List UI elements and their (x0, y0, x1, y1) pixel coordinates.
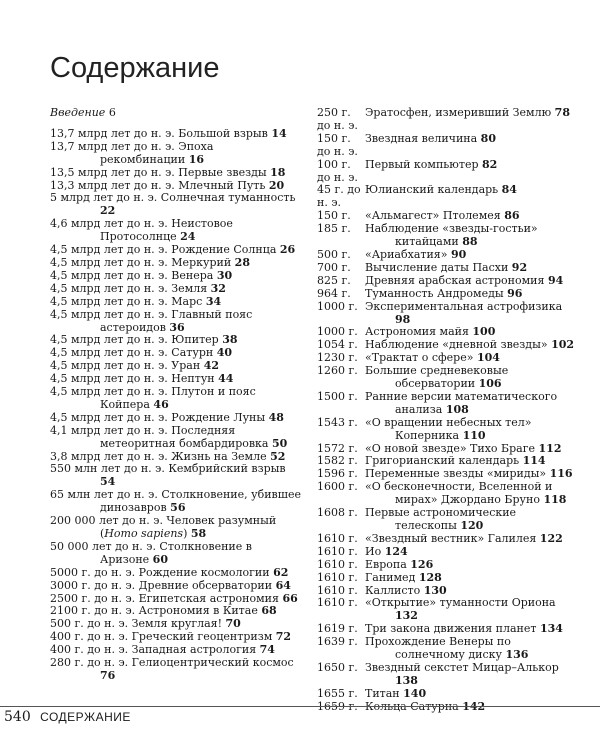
toc-entry-title: Переменные звезды «мириды» (365, 467, 547, 481)
toc-entry-title: 4,5 млрд лет до н. э. Земля (50, 281, 208, 295)
toc-entry (317, 391, 579, 417)
toc-entry-page: 34 (205, 294, 222, 308)
toc-entry-title: Европа (365, 557, 407, 571)
toc-entry-page: 52 (270, 449, 286, 463)
toc-entry-page: 112 (538, 441, 562, 455)
toc-entry-title: 13,5 млрд лет до н. э. Первые звезды (50, 165, 267, 179)
toc-entry-date: 150 г. (317, 209, 351, 223)
toc-entry-title: 65 млн лет до н. э. Столкновение, убившее динозавров (50, 488, 301, 515)
toc-entry-page: 76 (100, 668, 116, 682)
toc-entry-body (365, 507, 579, 533)
toc-entry-page: 140 (403, 686, 427, 700)
toc-entry (317, 636, 579, 662)
toc-entry (317, 662, 579, 688)
toc-left-column (50, 107, 302, 683)
toc-entry-page: 50 (272, 436, 288, 450)
toc-entry-date: 1659 г. (317, 699, 358, 713)
toc-entry-title: «О бесконечности, Вселенной и мирах» Джордано Бруно (365, 480, 553, 507)
toc-entry-title: 13,7 млрд лет до н. э. Эпоха рекомбинации (50, 139, 214, 166)
toc-entry-body (365, 223, 579, 249)
toc-entry-title: 13,7 млрд лет до н. э. Большой взрыв (50, 126, 268, 140)
toc-entry-title: 4,5 млрд лет до н. э. Юпитер (50, 333, 219, 347)
toc-entry-title: 4,5 млрд лет до н. э. Сатурн (50, 346, 214, 360)
toc-entry-title: «Альмагест» Птолемея (365, 209, 501, 223)
toc-entry-title: 3000 г. до н. э. Древние обсерватории (50, 578, 273, 592)
toc-entry-page: 100 (472, 325, 496, 339)
toc-entry-title: Прохождение Венеры по солнечному диску (365, 635, 511, 662)
toc-entry-title: 400 г. до н. э. Греческий геоцентризм (50, 630, 273, 644)
toc-entry-page: 40 (216, 346, 233, 360)
toc-entry-page: 26 (279, 243, 296, 257)
toc-entry-title: 4,5 млрд лет до н. э. Главный пояс астероидов (50, 307, 253, 334)
toc-entry-page: 66 (282, 591, 298, 605)
toc-entry-title: 400 г. до н. э. Западная астрология (50, 643, 257, 657)
running-footer: СОДЕРЖАНИЕ (40, 710, 131, 724)
toc-entry-title: Григорианский календарь (365, 454, 520, 468)
toc-entry-title: 550 млн лет до н. э. Кембрийский взрыв (50, 462, 286, 476)
toc-entry-date: 185 г. (317, 222, 351, 236)
toc-entry-title: 13,3 млрд лет до н. э. Млечный Путь (50, 178, 266, 192)
toc-entry-date: 1000 г. (317, 299, 358, 313)
toc-entry-body (365, 481, 579, 507)
toc-entry-page: 68 (261, 604, 277, 618)
toc-entry-page: 44 (218, 372, 234, 386)
toc-entry-page: 132 (395, 609, 418, 623)
toc-entry-title: 4,5 млрд лет до н. э. Рождение Луны (50, 410, 266, 424)
page-title: Содержание (50, 52, 220, 84)
toc-entry-page: 98 (395, 312, 411, 326)
toc-entry-page: 46 (153, 397, 169, 411)
toc-entry-title: Большие средневековые обсерватории (365, 364, 509, 391)
toc-entry-date: 250 г. до н. э. (317, 106, 358, 132)
toc-entry-date: 1610 г. (317, 557, 358, 571)
toc-entry-page: 88 (462, 235, 478, 249)
toc-entry-date: 1610 г. (317, 583, 358, 597)
toc-entry-title: Первые астрономические телескопы (365, 506, 517, 532)
toc-entry-page: 58 (190, 527, 207, 540)
toc-entry-body (365, 417, 579, 443)
toc-entry-title: Титан (365, 686, 400, 700)
toc-entry-title: Введение (50, 106, 106, 119)
toc-entry-title: «Звездный вестник» Галилея (365, 531, 537, 545)
toc-entry-date: 1543 г. (317, 415, 358, 429)
toc-entry-date: 1572 г. (317, 441, 358, 455)
toc-entry-title: «О новой звезде» Тихо Браге (365, 441, 536, 455)
toc-entry-page: 122 (539, 531, 563, 545)
toc-entry-date: 1610 г. (317, 544, 358, 558)
toc-entry-date: 1650 г. (317, 660, 358, 674)
toc-entry-page: 16 (188, 152, 204, 166)
toc-entry-page: 70 (225, 617, 241, 631)
toc-entry-body (365, 636, 579, 662)
toc-entry-page: 36 (169, 320, 185, 334)
toc-entry-page: 80 (480, 131, 496, 145)
toc-entry (50, 425, 302, 451)
toc-entry (50, 463, 302, 489)
toc-entry-title: Звездный секстет Мицар–Алькор (365, 660, 559, 674)
toc-entry-title: 2100 г. до н. э. Астрономия в Китае (50, 604, 258, 618)
toc-entry-body (365, 107, 579, 133)
toc-entry-body (365, 701, 579, 714)
toc-entry-date: 1600 г. (317, 480, 358, 494)
toc-entry-page: 38 (222, 333, 238, 347)
toc-entry (317, 107, 579, 133)
toc-entry-title: «О вращении небесных тел» Коперника (365, 415, 532, 442)
toc-entry-page: 142 (462, 699, 486, 713)
toc-entry-title: Астрономия майя (365, 325, 469, 339)
toc-entry-body (365, 184, 579, 210)
toc-entry-title: 280 г. до н. э. Гелиоцентрический космос (50, 656, 294, 670)
toc-entry-page: 94 (547, 273, 564, 287)
toc-entry-title: 4,5 млрд лет до н. э. Уран (50, 359, 201, 373)
footer-rule (0, 706, 600, 707)
toc-entry (50, 489, 302, 515)
toc-entry-page: 74 (259, 643, 275, 657)
toc-entry (50, 218, 302, 244)
toc-entry-body (365, 391, 579, 417)
toc-entry-date: 964 г. (317, 286, 351, 300)
toc-entry-page: 86 (504, 209, 520, 223)
toc-entry-page: 104 (476, 351, 500, 365)
toc-entry-page: 20 (268, 178, 285, 192)
toc-entry-date: 825 г. (317, 273, 351, 287)
toc-entry-title: Наблюдение «дневной звезды» (365, 338, 548, 352)
toc-entry (317, 417, 579, 443)
toc-entry-title: Экспериментальная астрофизика (365, 299, 563, 313)
toc-entry-date: 1000 г. (317, 325, 358, 339)
toc-entry-page: 110 (462, 428, 486, 442)
toc-entry-page: 64 (275, 578, 291, 592)
toc-entry-page: 78 (554, 106, 570, 119)
toc-entry-title: 50 000 лет до н. э. Столкновение в Аризоне (50, 539, 252, 566)
toc-entry-page: 130 (423, 583, 447, 597)
toc-entry-page: 84 (501, 183, 517, 197)
toc-entry-page: 62 (273, 565, 289, 579)
toc-entry (50, 141, 302, 167)
toc-entry (50, 515, 302, 541)
toc-entry-body (365, 133, 579, 159)
toc-entry-title: Ранние версии математического анализа (365, 389, 558, 416)
toc-entry-title: Ганимед (365, 570, 416, 584)
toc-entry-page: 18 (270, 165, 286, 179)
toc-entry-title: Кольца Сатурна (365, 699, 459, 713)
toc-entry-page: 134 (539, 622, 563, 636)
toc-entry-page: 116 (549, 467, 573, 481)
toc-entry-page: 72 (275, 630, 292, 644)
toc-entry-date: 100 г. до н. э. (317, 157, 358, 184)
toc-entry-page: 124 (384, 544, 408, 558)
toc-entry-page: 120 (460, 519, 484, 532)
toc-entry (317, 559, 579, 572)
toc-entry (317, 533, 579, 546)
toc-entry-page: 60 (152, 552, 168, 566)
toc-intro-entry (50, 107, 302, 120)
toc-entry-date: 1260 г. (317, 364, 358, 378)
toc-entry-title: 5 млрд лет до н. э. Солнечная туманность (50, 191, 296, 205)
toc-entry-title: 4,5 млрд лет до н. э. Плутон и пояс Койпера (50, 385, 256, 411)
toc-entry-date: 1582 г. (317, 454, 358, 468)
toc-entry-title: 3,8 млрд лет до н. э. Жизнь на Земле (50, 449, 267, 463)
toc-entry (317, 546, 579, 559)
toc-entry-date: 1610 г. (317, 570, 358, 584)
toc-entry-title: 4,6 млрд лет до н. э. Неистовое Протосолнце (50, 217, 233, 244)
toc-entry-page: 32 (210, 281, 226, 295)
toc-entry-page: 30 (216, 268, 233, 282)
toc-entry-date: 700 г. (317, 260, 351, 274)
toc-entry (317, 133, 579, 159)
toc-entry-title: «Открытие» туманности Ориона (365, 596, 556, 610)
toc-entry-page: 48 (268, 410, 284, 424)
latin-term: Homo sapiens (104, 527, 184, 540)
toc-entry (317, 301, 579, 327)
toc-entry (50, 541, 302, 567)
toc-entry-title: Звездная величина (365, 131, 478, 145)
toc-entry-date: 45 г. до н. э. (317, 183, 361, 210)
toc-entry-page: 28 (234, 255, 250, 269)
toc-entry-page: 114 (522, 454, 546, 468)
toc-entry-body (365, 365, 579, 391)
toc-entry-page: 6 (108, 106, 116, 119)
toc-entry-date: 1230 г. (317, 351, 358, 365)
toc-entry-title: Ио (365, 544, 382, 558)
toc-entry-title: 4,5 млрд лет до н. э. Венера (50, 268, 214, 282)
toc-entry-date: 1054 г. (317, 338, 358, 352)
toc-entry-date: 1500 г. (317, 389, 358, 403)
toc-entry (317, 507, 579, 533)
toc-entry-page: 92 (511, 260, 528, 274)
toc-entry-body (365, 159, 579, 185)
toc-entry-title: Вычисление даты Пасхи (365, 260, 509, 274)
toc-entry-page: 82 (482, 157, 498, 171)
toc-entry-page: 14 (271, 126, 287, 140)
toc-entry-title: Древняя арабская астрономия (365, 273, 545, 287)
toc-entry-title: Первый компьютер (365, 157, 479, 171)
toc-entry (50, 386, 302, 412)
toc-entry-page: 118 (543, 493, 567, 507)
toc-entry-page: 96 (507, 286, 523, 300)
toc-entry-date: 1639 г. (317, 635, 358, 649)
toc-entry-body (365, 597, 579, 623)
toc-entry-body (365, 662, 579, 688)
toc-entry-title: 4,5 млрд лет до н. э. Нептун (50, 372, 215, 386)
toc-entry (317, 184, 579, 210)
toc-entry-title: Каллисто (365, 583, 421, 597)
toc-entry-page: 22 (100, 204, 116, 218)
toc-entry-page: 54 (100, 475, 116, 489)
toc-entry-date: 1596 г. (317, 467, 358, 481)
toc-entry-date: 500 г. (317, 247, 351, 261)
page-footer (4, 709, 131, 725)
toc-entry-date: 150 г. до н. э. (317, 131, 358, 158)
toc-entry-title: 4,5 млрд лет до н. э. Марс (50, 294, 203, 308)
toc-entry (317, 597, 579, 623)
toc-entry-page: 126 (410, 557, 434, 571)
toc-entry-date: 1619 г. (317, 622, 358, 636)
toc-entry (317, 159, 579, 185)
toc-entry-title: 200 000 лет до н. э. Человек разумный (Homo sapiens) (50, 514, 277, 540)
toc-entry-body (365, 301, 579, 327)
toc-right-column (317, 107, 579, 714)
toc-entry-title: «Ариабхатия» (365, 247, 448, 261)
toc-entry-date: 1608 г. (317, 506, 358, 520)
toc-entry-title: Наблюдение «звезды-гостьи» китайцами (365, 222, 538, 249)
toc-entry (50, 309, 302, 335)
toc-entry-page: 136 (505, 648, 529, 662)
toc-entry-title: Юлианский календарь (365, 183, 499, 197)
toc-entry-title: 4,1 млрд лет до н. э. Последняя метеоритная бомбардировка (50, 423, 269, 450)
toc-entry-title: 2500 г. до н. э. Египетская астрономия (50, 591, 279, 605)
toc-entry (317, 223, 579, 249)
toc-entry (317, 572, 579, 585)
toc-entry-page: 128 (418, 570, 442, 584)
toc-entry (50, 192, 302, 218)
toc-entry-date: 1655 г. (317, 686, 358, 700)
toc-entry-page: 42 (203, 359, 219, 373)
toc-entry-title: 4,5 млрд лет до н. э. Рождение Солнца (50, 243, 277, 257)
toc-entry-page: 108 (445, 402, 469, 416)
toc-entry-page: 102 (551, 338, 575, 352)
toc-entry-date: 1610 г. (317, 531, 358, 545)
toc-entry (317, 365, 579, 391)
toc-entry-title: «Трактат о сфере» (365, 351, 474, 365)
page-number: 540 (4, 709, 31, 725)
toc-entry-title: Три закона движения планет (365, 622, 537, 636)
toc-entry-date: 1610 г. (317, 596, 358, 610)
toc-entry (50, 657, 302, 683)
toc-entry-page: 24 (180, 230, 196, 244)
toc-entry-title: Туманность Андромеды (365, 286, 504, 300)
toc-entry-title: 500 г. до н. э. Земля круглая! (50, 617, 223, 631)
toc-entry-title: Эратосфен, измеривший Землю (365, 106, 552, 119)
toc-entry (317, 701, 579, 714)
toc-entry-page: 56 (170, 501, 186, 515)
toc-entry (317, 481, 579, 507)
toc-entry-page: 106 (478, 377, 502, 391)
toc-entry-title: 5000 г. до н. э. Рождение космологии (50, 565, 270, 579)
toc-entry-title: 4,5 млрд лет до н. э. Меркурий (50, 255, 232, 269)
toc-entry-page: 90 (450, 247, 467, 261)
toc-entry-page: 138 (395, 673, 418, 687)
